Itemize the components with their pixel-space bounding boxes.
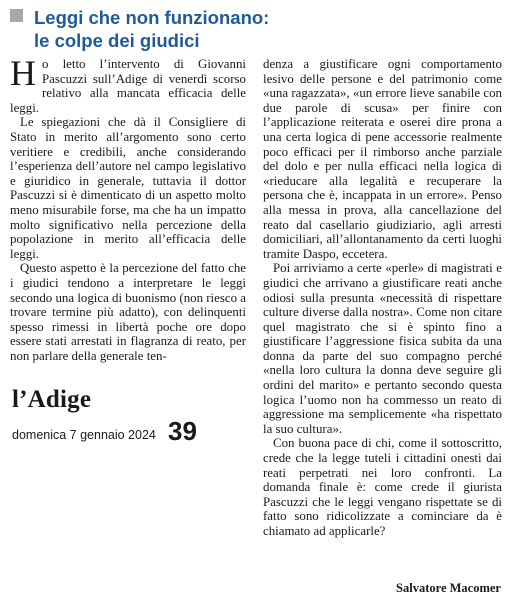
headline-square-icon — [10, 9, 23, 22]
issue-date: domenica 7 gennaio 2024 — [12, 428, 156, 442]
page-number: 39 — [168, 416, 197, 446]
drop-cap: H — [10, 53, 36, 93]
article-column-left — [10, 53, 246, 363]
article-paragraph: Questo aspetto è la percezione del fatto che i giudici tendono a interpretare le leggi secondo una logica di buonismo (non riesco a trovare termine più adatto), con delinquenti spesso rimessi in libertà poche ore dopo essere stati arrestati in flagranza di reato, per non parlare della generale ten- — [10, 261, 246, 363]
article-paragraph: Poi arriviamo a certe «perle» di magistrati e giudici che arrivano a giustificare reati anche odiosi sulla presunta «necessità di rispettare culture diverse dalla nostra». Come non citare quel magistrato che si è spinto fino a giustificare l’aggressione fisica subita da una donna da parte del suo compagno perché «nella loro cultura la donna deve seguire gli ordini del marito» e pertanto secondo questa logica l’uomo non ha commesso un reato di aggressione ma semplicemente «ha rispettato la suo cultura». — [263, 261, 502, 436]
article-paragraph: Con buona pace di chi, come il sottoscritto, crede che la legge tuteli i cittadini onesti dai reati perpetrati nei loro confronti. La domanda finale è: come crede il giurista Pascuzzi che le leggi vengano rispettate se di fatto sono ridicolizzate a cominciare da è chiamato ad applicarle? — [263, 436, 502, 538]
article-paragraph — [10, 53, 246, 115]
article-column-right — [263, 57, 502, 539]
article-paragraph: denza a giustificare ogni comportamento lesivo delle persone e del patrimonio come «una ragazzata», «un errore lieve sanabile con due parole di scusa» per finire con l’applicazione reiterata e oserei dire prona a una certa logica di pene accessorie realmente poco efficaci per il rimborso anche parziale del dolo e per nulla efficaci nella logica di «rieducare alla legalità e recuperare la persona che è, incappata in un errore». Penso alla messa in prova, alla cancellazione del reato dal casellario giudiziario, agli arresti domiciliari, all’allontanamento da certi luoghi tramite Daspo, eccetera. — [263, 57, 502, 261]
headline — [10, 6, 270, 52]
headline-line-2: le colpe dei giudici — [34, 30, 200, 51]
author-signature: Salvatore Macomer — [396, 581, 501, 595]
article-paragraph: Le spiegazioni che dà il Consigliere di Stato in merito all’argomento sono certo veritiere e credibili, anche considerando l’esperienza dell’autore nel campo legislativo e giuridico in generale, tuttavia il dottor Pascuzzi si è dimenticato di un aspetto molto meno misurabile forse, ma che ha un impatto molto significativo nella percezione della popolazione in merito all’efficacia delle leggi. — [10, 115, 246, 261]
article-text: o letto l’intervento di Giovanni Pascuzzi sull’Adige di venerdì scorso relativo alla mancata efficacia delle leggi. — [10, 57, 246, 115]
newspaper-masthead: l’Adige — [12, 386, 92, 413]
headline-line-1: Leggi che non funzionano: — [34, 7, 270, 28]
